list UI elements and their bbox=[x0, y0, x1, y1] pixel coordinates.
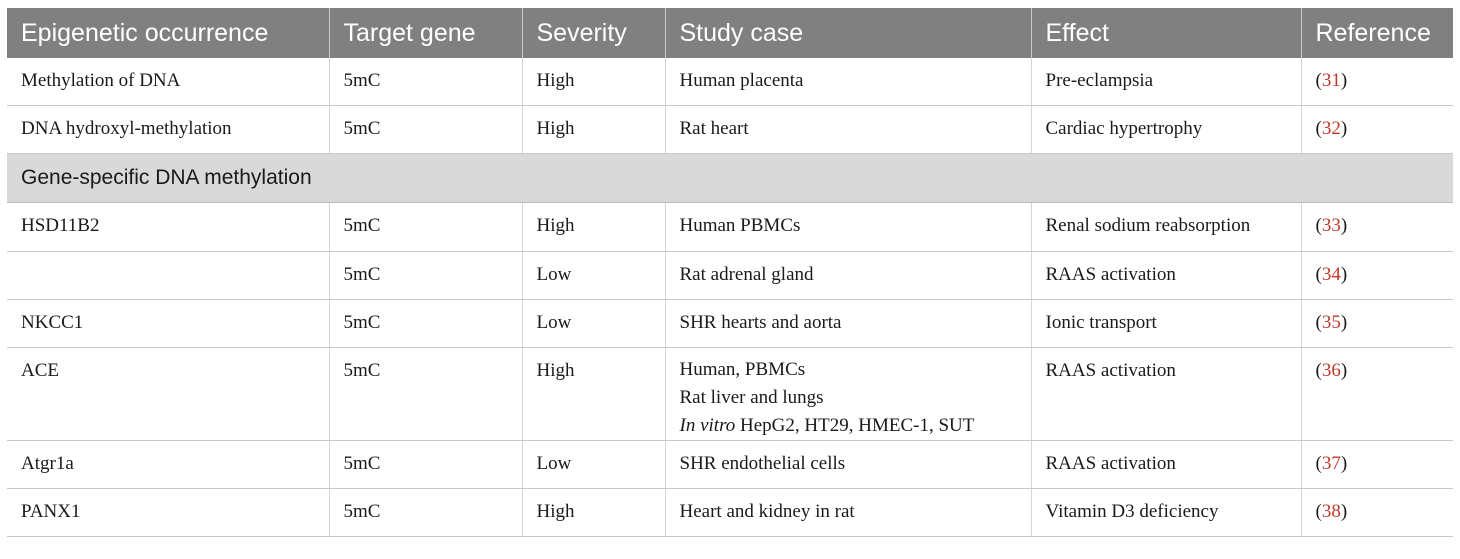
cell-study bbox=[665, 348, 1031, 441]
cell-study: Human placenta bbox=[665, 58, 1031, 106]
cell-gene: 5mC bbox=[329, 489, 522, 537]
reference-link[interactable]: 34 bbox=[1321, 264, 1341, 285]
cell-occurrence: NKCC1 bbox=[7, 300, 329, 348]
epigenetic-table bbox=[7, 8, 1453, 537]
cell-reference bbox=[1301, 348, 1453, 441]
ref-paren-close: ) bbox=[1340, 215, 1348, 236]
ref-paren-open: ( bbox=[1315, 215, 1322, 236]
cell-occurrence: Methylation of DNA bbox=[7, 58, 329, 106]
ref-paren-open: ( bbox=[1315, 118, 1322, 139]
cell-severity: High bbox=[522, 348, 665, 441]
reference-link[interactable]: 33 bbox=[1321, 215, 1341, 236]
cell-severity: High bbox=[522, 106, 665, 154]
reference-link[interactable]: 37 bbox=[1321, 453, 1341, 474]
table-row bbox=[7, 203, 1453, 252]
cell-study: SHR hearts and aorta bbox=[665, 300, 1031, 348]
cell-effect: RAAS activation bbox=[1031, 252, 1301, 300]
ref-paren-open: ( bbox=[1315, 360, 1322, 381]
cell-severity: High bbox=[522, 203, 665, 252]
ref-paren-open: ( bbox=[1315, 501, 1322, 522]
cell-gene: 5mC bbox=[329, 58, 522, 106]
cell-effect: RAAS activation bbox=[1031, 348, 1301, 441]
study-italic: In vitro bbox=[679, 415, 736, 436]
ref-paren-close: ) bbox=[1340, 70, 1348, 91]
cell-gene: 5mC bbox=[329, 300, 522, 348]
reference-link[interactable]: 36 bbox=[1321, 360, 1341, 381]
study-line: Human, PBMCs bbox=[679, 359, 806, 380]
cell-reference bbox=[1301, 203, 1453, 252]
reference-link[interactable]: 35 bbox=[1321, 312, 1341, 333]
reference-link[interactable]: 38 bbox=[1321, 501, 1341, 522]
table-row bbox=[7, 58, 1453, 106]
cell-gene: 5mC bbox=[329, 441, 522, 489]
cell-study: Human PBMCs bbox=[665, 203, 1031, 252]
cell-reference bbox=[1301, 300, 1453, 348]
ref-paren-close: ) bbox=[1340, 360, 1348, 381]
header-target-gene: Target gene bbox=[329, 8, 522, 58]
study-line: Rat liver and lungs bbox=[679, 387, 824, 408]
ref-paren-open: ( bbox=[1315, 312, 1322, 333]
cell-reference bbox=[1301, 489, 1453, 537]
section-row bbox=[7, 154, 1453, 203]
cell-gene: 5mC bbox=[329, 203, 522, 252]
ref-paren-close: ) bbox=[1340, 501, 1348, 522]
cell-severity: Low bbox=[522, 300, 665, 348]
cell-study: Rat adrenal gland bbox=[665, 252, 1031, 300]
reference-link[interactable]: 31 bbox=[1321, 70, 1341, 91]
cell-effect: RAAS activation bbox=[1031, 441, 1301, 489]
cell-gene: 5mC bbox=[329, 252, 522, 300]
ref-paren-close: ) bbox=[1340, 264, 1348, 285]
cell-study: Rat heart bbox=[665, 106, 1031, 154]
ref-paren-close: ) bbox=[1340, 312, 1348, 333]
table-row bbox=[7, 106, 1453, 154]
table-row bbox=[7, 489, 1453, 537]
cell-reference bbox=[1301, 441, 1453, 489]
cell-effect: Vitamin D3 deficiency bbox=[1031, 489, 1301, 537]
cell-reference bbox=[1301, 106, 1453, 154]
ref-paren-open: ( bbox=[1315, 453, 1322, 474]
cell-study: Heart and kidney in rat bbox=[665, 489, 1031, 537]
cell-effect: Cardiac hypertrophy bbox=[1031, 106, 1301, 154]
ref-paren-open: ( bbox=[1315, 264, 1322, 285]
header-effect: Effect bbox=[1031, 8, 1301, 58]
cell-occurrence bbox=[7, 252, 329, 300]
cell-occurrence: PANX1 bbox=[7, 489, 329, 537]
cell-effect: Pre-eclampsia bbox=[1031, 58, 1301, 106]
section-label: Gene-specific DNA methylation bbox=[7, 154, 1453, 203]
header-study-case: Study case bbox=[665, 8, 1031, 58]
ref-paren-close: ) bbox=[1340, 118, 1348, 139]
cell-occurrence: HSD11B2 bbox=[7, 203, 329, 252]
cell-reference bbox=[1301, 58, 1453, 106]
table-row bbox=[7, 300, 1453, 348]
cell-severity: Low bbox=[522, 441, 665, 489]
header-row bbox=[7, 8, 1453, 58]
cell-occurrence: Atgr1a bbox=[7, 441, 329, 489]
header-epigenetic-occurrence: Epigenetic occurrence bbox=[7, 8, 329, 58]
study-line bbox=[680, 412, 1031, 440]
cell-effect: Ionic transport bbox=[1031, 300, 1301, 348]
cell-gene: 5mC bbox=[329, 106, 522, 154]
cell-occurrence: ACE bbox=[7, 348, 329, 441]
reference-link[interactable]: 32 bbox=[1321, 118, 1341, 139]
cell-occurrence: DNA hydroxyl-methylation bbox=[7, 106, 329, 154]
table-row bbox=[7, 348, 1453, 441]
cell-severity: Low bbox=[522, 252, 665, 300]
cell-reference bbox=[1301, 252, 1453, 300]
cell-effect: Renal sodium reabsorption bbox=[1031, 203, 1301, 252]
table-container bbox=[7, 8, 1453, 537]
header-reference: Reference bbox=[1301, 8, 1453, 58]
cell-study: SHR endothelial cells bbox=[665, 441, 1031, 489]
table-row bbox=[7, 441, 1453, 489]
cell-severity: High bbox=[522, 489, 665, 537]
table-row bbox=[7, 252, 1453, 300]
study-rest: HepG2, HT29, HMEC-1, SUT bbox=[735, 415, 975, 436]
cell-gene: 5mC bbox=[329, 348, 522, 441]
header-severity: Severity bbox=[522, 8, 665, 58]
cell-severity: High bbox=[522, 58, 665, 106]
ref-paren-open: ( bbox=[1315, 70, 1322, 91]
ref-paren-close: ) bbox=[1340, 453, 1348, 474]
